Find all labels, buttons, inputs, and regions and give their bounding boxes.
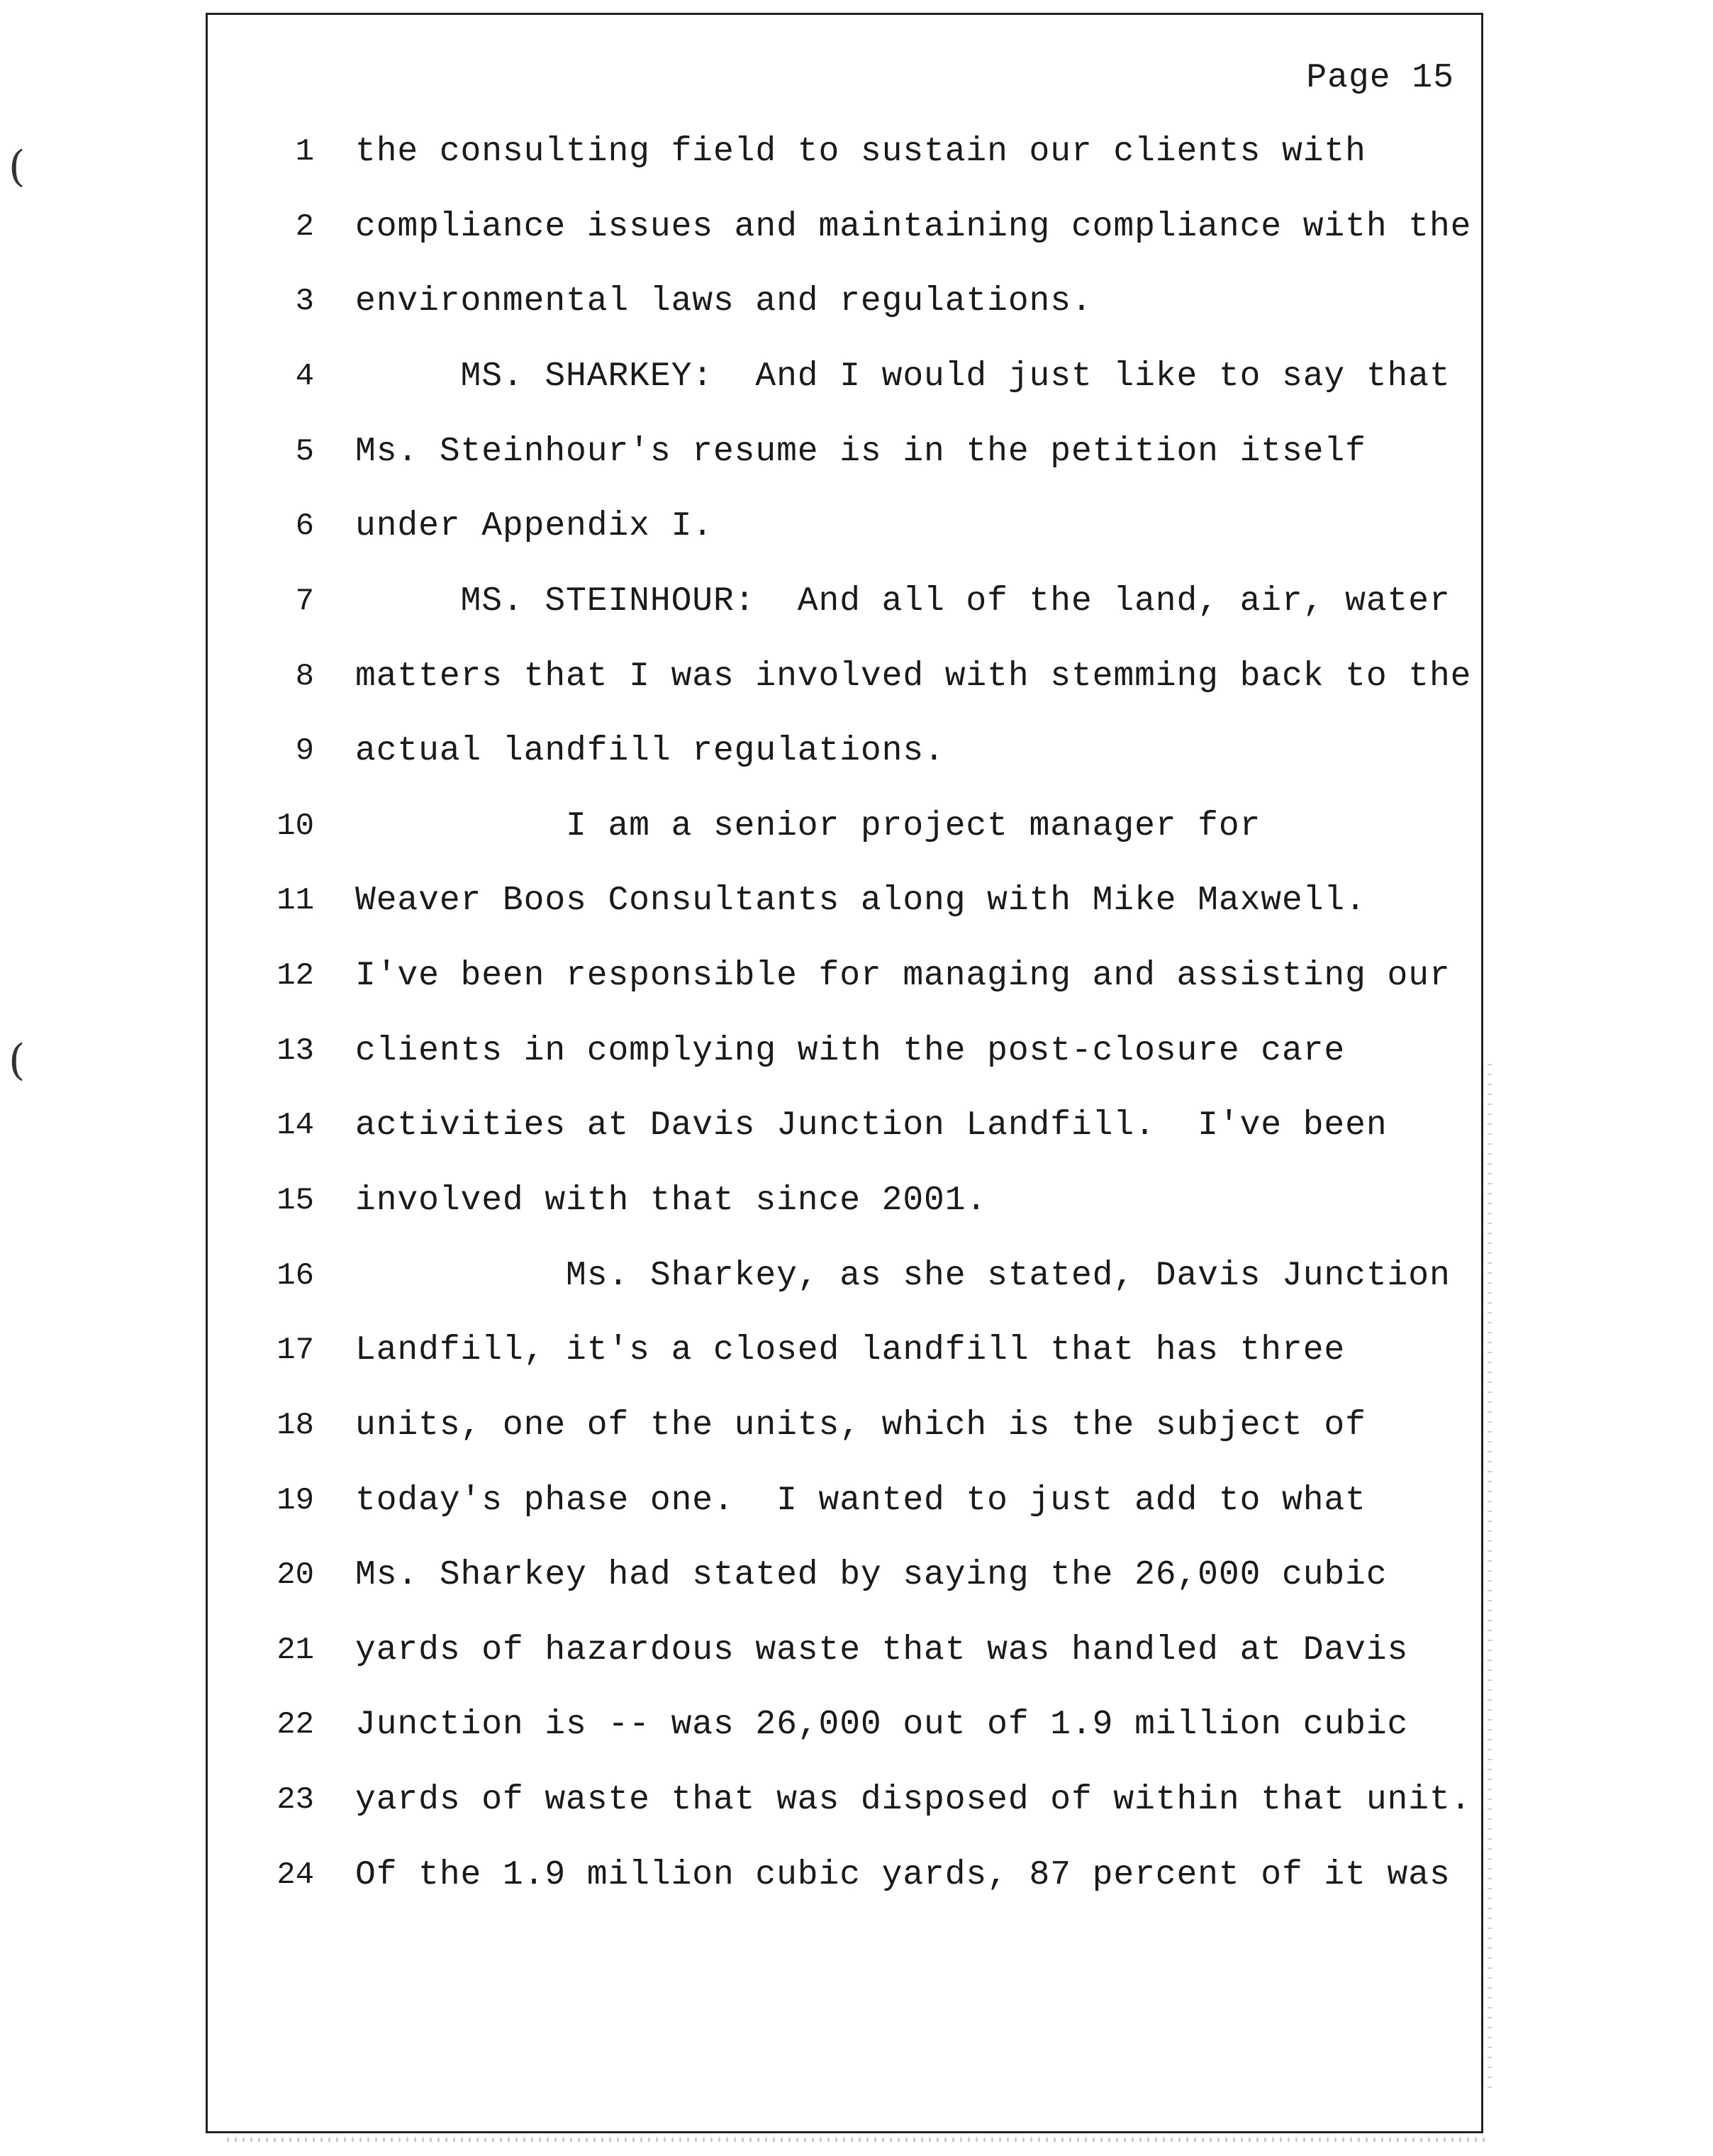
line-text: Weaver Boos Consultants along with Mike Maxwell. bbox=[355, 882, 1366, 920]
transcript-line bbox=[208, 1629, 1481, 1672]
line-text: units, one of the units, which is the subject of bbox=[355, 1406, 1366, 1445]
line-number: 1 bbox=[295, 134, 314, 170]
line-text: compliance issues and maintaining compliance with the bbox=[355, 208, 1472, 246]
line-text: I've been responsible for managing and assisting our bbox=[355, 957, 1451, 995]
transcript-line bbox=[208, 1329, 1481, 1372]
transcript-line bbox=[208, 355, 1481, 398]
transcript-line bbox=[208, 1104, 1481, 1147]
line-number: 18 bbox=[277, 1408, 314, 1443]
left-margin-mark-middle: ( bbox=[9, 1035, 26, 1085]
transcript-line bbox=[208, 580, 1481, 623]
line-number: 20 bbox=[277, 1557, 314, 1593]
transcript-line bbox=[208, 955, 1481, 997]
transcript-page bbox=[206, 13, 1483, 2133]
line-number: 9 bbox=[295, 733, 314, 769]
line-text: today's phase one. I wanted to just add to what bbox=[355, 1482, 1366, 1520]
line-text: involved with that since 2001. bbox=[355, 1182, 988, 1220]
line-number: 3 bbox=[295, 284, 314, 319]
line-text: yards of hazardous waste that was handled at Davis bbox=[355, 1631, 1409, 1669]
line-text: Junction is -- was 26,000 out of 1.9 million cubic bbox=[355, 1706, 1409, 1744]
line-text: I am a senior project manager for bbox=[355, 807, 1261, 845]
line-number: 13 bbox=[277, 1033, 314, 1069]
transcript-line bbox=[208, 1479, 1481, 1522]
transcript-line bbox=[208, 1404, 1481, 1447]
line-number: 16 bbox=[277, 1258, 314, 1294]
line-text: Of the 1.9 million cubic yards, 87 percent of it was bbox=[355, 1856, 1451, 1894]
line-text: Landfill, it's a closed landfill that has three bbox=[355, 1331, 1346, 1369]
line-text: MS. SHARKEY: And I would just like to say that bbox=[355, 357, 1451, 396]
line-number: 7 bbox=[295, 584, 314, 619]
transcript-line bbox=[208, 1779, 1481, 1821]
line-number: 23 bbox=[277, 1782, 314, 1818]
transcript-line bbox=[208, 280, 1481, 323]
transcript-line bbox=[208, 730, 1481, 772]
line-number: 8 bbox=[295, 659, 314, 694]
line-number: 24 bbox=[277, 1857, 314, 1893]
transcript-line bbox=[208, 805, 1481, 848]
line-text: environmental laws and regulations. bbox=[355, 282, 1093, 321]
transcript-line bbox=[208, 879, 1481, 922]
transcript-line bbox=[208, 1554, 1481, 1596]
line-number: 12 bbox=[277, 958, 314, 994]
transcript-line bbox=[208, 1704, 1481, 1746]
line-text: actual landfill regulations. bbox=[355, 732, 945, 770]
line-text: under Appendix I. bbox=[355, 507, 713, 545]
transcript-line bbox=[208, 1030, 1481, 1072]
transcript-line bbox=[208, 655, 1481, 698]
transcript-line bbox=[208, 505, 1481, 548]
page-number: Page 15 bbox=[1306, 59, 1454, 97]
transcript-line bbox=[208, 1255, 1481, 1297]
line-number: 10 bbox=[277, 808, 314, 844]
line-text: the consulting field to sustain our clients with bbox=[355, 133, 1366, 171]
transcript-line bbox=[208, 1854, 1481, 1896]
line-number: 17 bbox=[277, 1333, 314, 1368]
line-text: activities at Davis Junction Landfill. I've been bbox=[355, 1106, 1388, 1145]
line-number: 6 bbox=[295, 509, 314, 544]
left-margin-mark-top: ( bbox=[9, 142, 26, 191]
scan-speckle-bottom bbox=[227, 2138, 1489, 2142]
line-text: Ms. Sharkey had stated by saying the 26,000 cubic bbox=[355, 1556, 1388, 1594]
transcript-line bbox=[208, 206, 1481, 248]
transcript-line bbox=[208, 1179, 1481, 1222]
line-text: yards of waste that was disposed of within that unit. bbox=[355, 1781, 1472, 1819]
line-text: matters that I was involved with stemming back to the bbox=[355, 657, 1472, 696]
line-number: 19 bbox=[277, 1483, 314, 1518]
line-number: 15 bbox=[277, 1183, 314, 1218]
line-number: 4 bbox=[295, 359, 314, 394]
line-number: 21 bbox=[277, 1633, 314, 1668]
line-number: 11 bbox=[277, 883, 314, 918]
transcript-line bbox=[208, 130, 1481, 173]
transcript-line bbox=[208, 430, 1481, 473]
line-text: clients in complying with the post-closure care bbox=[355, 1032, 1346, 1070]
line-number: 22 bbox=[277, 1707, 314, 1743]
line-text: Ms. Steinhour's resume is in the petition itself bbox=[355, 433, 1366, 471]
scan-speckle-right bbox=[1488, 1064, 1492, 2092]
line-number: 2 bbox=[295, 209, 314, 245]
line-text: Ms. Sharkey, as she stated, Davis Junction bbox=[355, 1257, 1451, 1295]
line-number: 5 bbox=[295, 434, 314, 469]
line-number: 14 bbox=[277, 1108, 314, 1143]
line-text: MS. STEINHOUR: And all of the land, air, water bbox=[355, 582, 1451, 621]
